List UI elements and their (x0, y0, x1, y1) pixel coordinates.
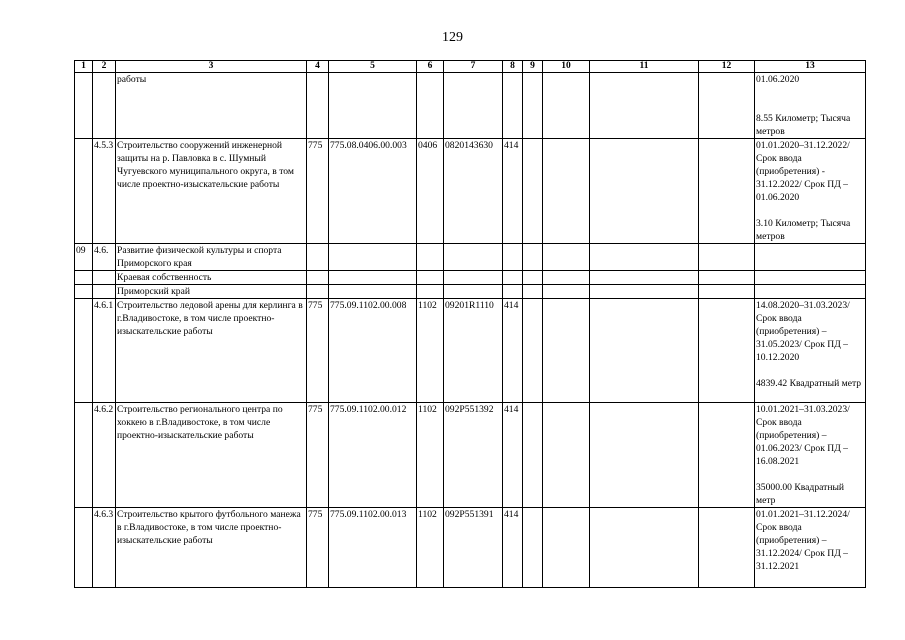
table-row (75, 299, 866, 403)
cell-description: Строительство ледовой арены для керлинга в г.Владивостоке, в том числе проектно-изыскательские работы (116, 299, 307, 403)
cell-col11 (590, 508, 699, 588)
dates-text: 10.01.2021–31.03.2023/ Срок ввода (приобретения) – 01.06.2023/ Срок ПД – 16.08.2021 (756, 404, 850, 467)
cell-col6: 1102 (417, 508, 444, 588)
cell-description: Краевая собственность (116, 271, 307, 285)
cell-col9 (523, 508, 543, 588)
cell-item-number: 4.6.2 (93, 403, 116, 508)
cell-item-number: 4.6.1 (93, 299, 116, 403)
col-header-5: 5 (329, 61, 417, 73)
cell-col8 (503, 271, 523, 285)
cell-col12 (699, 271, 755, 285)
cell-col5 (329, 244, 417, 271)
dates-text: 14.08.2020–31.03.2023/ Срок ввода (приобретения) – 31.05.2023/ Срок ПД – 10.12.2020 (756, 300, 850, 363)
cell-col9 (523, 271, 543, 285)
page-number: 129 (442, 30, 463, 45)
cell-col12 (699, 508, 755, 588)
col-header-8: 8 (503, 61, 523, 73)
cell-col9 (523, 139, 543, 244)
cell-col5 (329, 285, 417, 299)
cell-col11 (590, 271, 699, 285)
cell-col5 (329, 271, 417, 285)
cell-col7: 09201R1110 (444, 299, 503, 403)
table-row (75, 403, 866, 508)
col-header-10: 10 (543, 61, 590, 73)
cell-col10 (543, 271, 590, 285)
capacity-text: 8.55 Километр; Тысяча метров (756, 113, 851, 137)
cell-col8 (503, 285, 523, 299)
capacity-text: 4839.42 Квадратный метр (756, 378, 862, 389)
cell-col4 (307, 285, 329, 299)
cell-col12 (699, 285, 755, 299)
cell-col5: 775.09.1102.00.013 (329, 508, 417, 588)
cell-col10 (543, 299, 590, 403)
cell-col4: 775 (307, 403, 329, 508)
cell-col9 (523, 285, 543, 299)
cell-description: Развитие физической культуры и спорта Приморского края (116, 244, 307, 271)
cell-section: 09 (75, 244, 93, 271)
cell-col5 (329, 73, 417, 139)
cell-col10 (543, 139, 590, 244)
cell-col7 (444, 244, 503, 271)
cell-col11 (590, 73, 699, 139)
cell-col11 (590, 299, 699, 403)
cell-description: Строительство сооружений инженерной защиты на р. Павловка в с. Шумный Чугуевского муниципального округа, в том числе проектно-изыскательские работы (116, 139, 307, 244)
col-header-4: 4 (307, 61, 329, 73)
cell-col10 (543, 244, 590, 271)
col-header-1: 1 (75, 61, 93, 73)
cell-section (75, 271, 93, 285)
cell-dates (755, 271, 866, 285)
cell-col4 (307, 271, 329, 285)
cell-col7: 092P551392 (444, 403, 503, 508)
header-row (75, 61, 866, 73)
cell-col11 (590, 139, 699, 244)
cell-col12 (699, 403, 755, 508)
table-row (75, 73, 866, 139)
cell-col12 (699, 244, 755, 271)
capacity-text: 3.10 Километр; Тысяча метров (756, 218, 851, 242)
cell-col12 (699, 139, 755, 244)
cell-dates (755, 73, 866, 139)
table-row (75, 508, 866, 588)
table-row (75, 244, 866, 271)
cell-col7: 092P551391 (444, 508, 503, 588)
cell-item-number: 4.5.3 (93, 139, 116, 244)
col-header-12: 12 (699, 61, 755, 73)
cell-col7 (444, 73, 503, 139)
cell-description: Строительство регионального центра по хоккею в г.Владивостоке, в том числе проектно-изыскательские работы (116, 403, 307, 508)
cell-dates (755, 403, 866, 508)
cell-col6: 1102 (417, 299, 444, 403)
budget-table (74, 60, 866, 588)
cell-col8 (503, 73, 523, 139)
table-row (75, 139, 866, 244)
col-header-2: 2 (93, 61, 116, 73)
cell-col11 (590, 285, 699, 299)
cell-col9 (523, 73, 543, 139)
cell-col9 (523, 244, 543, 271)
cell-col10 (543, 403, 590, 508)
cell-item-number (93, 271, 116, 285)
cell-col8: 414 (503, 403, 523, 508)
cell-section (75, 139, 93, 244)
cell-item-number (93, 285, 116, 299)
cell-col4: 775 (307, 139, 329, 244)
cell-dates (755, 139, 866, 244)
cell-col5: 775.08.0406.00.003 (329, 139, 417, 244)
cell-section (75, 73, 93, 139)
cell-col7: 0820143630 (444, 139, 503, 244)
cell-col6 (417, 244, 444, 271)
cell-col12 (699, 73, 755, 139)
cell-col6: 0406 (417, 139, 444, 244)
cell-item-number (93, 73, 116, 139)
col-header-6: 6 (417, 61, 444, 73)
cell-col4: 775 (307, 508, 329, 588)
dates-text: 01.01.2020–31.12.2022/ Срок ввода (приобретения) - 31.12.2022/ Срок ПД – 01.06.2020 (756, 140, 850, 203)
cell-col8 (503, 244, 523, 271)
cell-description: работы (116, 73, 307, 139)
cell-col6 (417, 285, 444, 299)
col-header-9: 9 (523, 61, 543, 73)
cell-col4 (307, 244, 329, 271)
table-row (75, 271, 866, 285)
cell-section (75, 403, 93, 508)
cell-col4 (307, 73, 329, 139)
capacity-text: 35000.00 Квадратный метр (756, 482, 845, 506)
cell-col7 (444, 271, 503, 285)
cell-col6: 1102 (417, 403, 444, 508)
col-header-13: 13 (755, 61, 866, 73)
cell-col10 (543, 508, 590, 588)
cell-col9 (523, 299, 543, 403)
cell-col4: 775 (307, 299, 329, 403)
cell-col11 (590, 403, 699, 508)
cell-dates (755, 299, 866, 403)
cell-section (75, 508, 93, 588)
cell-col6 (417, 271, 444, 285)
cell-col8: 414 (503, 299, 523, 403)
col-header-7: 7 (444, 61, 503, 73)
cell-dates (755, 508, 866, 588)
cell-col11 (590, 244, 699, 271)
cell-col5: 775.09.1102.00.012 (329, 403, 417, 508)
dates-text: 01.06.2020 (756, 74, 800, 85)
cell-dates (755, 285, 866, 299)
table-row (75, 285, 866, 299)
cell-section (75, 285, 93, 299)
cell-col7 (444, 285, 503, 299)
cell-item-number: 4.6.3 (93, 508, 116, 588)
cell-description: Приморский край (116, 285, 307, 299)
dates-text: 01.01.2021–31.12.2024/ Срок ввода (приобретения) – 31.12.2024/ Срок ПД – 31.12.2021 (756, 509, 850, 572)
cell-col10 (543, 285, 590, 299)
cell-col5: 775.09.1102.00.008 (329, 299, 417, 403)
cell-col9 (523, 403, 543, 508)
cell-col8: 414 (503, 508, 523, 588)
cell-col10 (543, 73, 590, 139)
cell-item-number: 4.6. (93, 244, 116, 271)
cell-dates (755, 244, 866, 271)
col-header-11: 11 (590, 61, 699, 73)
cell-section (75, 299, 93, 403)
cell-col6 (417, 73, 444, 139)
col-header-3: 3 (116, 61, 307, 73)
cell-col8: 414 (503, 139, 523, 244)
cell-col12 (699, 299, 755, 403)
cell-description: Строительство крытого футбольного манежа в г.Владивостоке, в том числе проектно-изыскательские работы (116, 508, 307, 588)
